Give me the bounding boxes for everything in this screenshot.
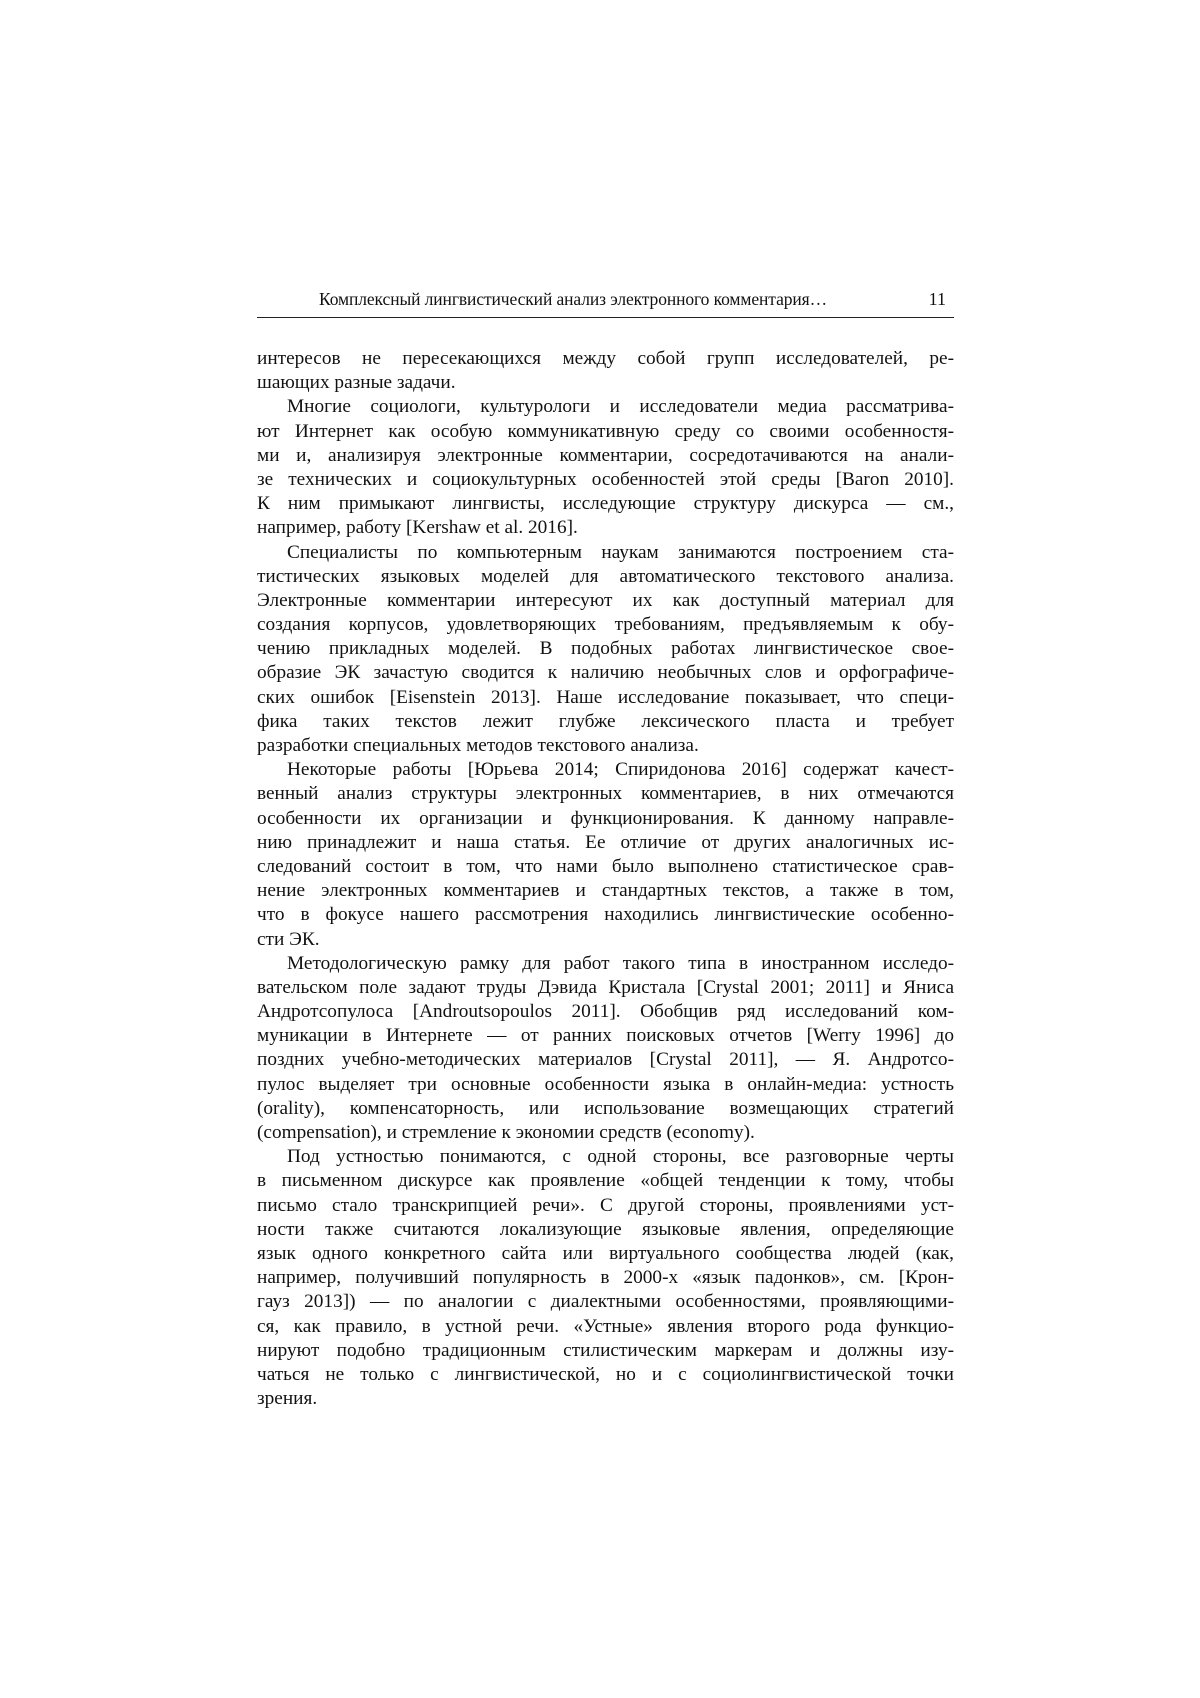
text-line: в письменном дискурсе как проявление «общей тенденции к тому, чтобы [257, 1170, 954, 1192]
text-line: следований состоит в том, что нами было выполнено статистическое срав- [257, 855, 954, 877]
text-line: зе технических и социокультурных особенностей этой среды [Baron 2010]. [257, 468, 954, 490]
text-line: муникации в Интернете — от ранних поисковых отчетов [Werry 1996] до [257, 1025, 954, 1047]
body-text [257, 347, 954, 1411]
text-line: венный анализ структуры электронных комментариев, в них отмечаются [257, 783, 954, 805]
text-line: (compensation), и стремление к экономии средств (economy). [257, 1122, 755, 1143]
text-line: образие ЭК зачастую сводится к наличию необычных слов и орфографиче- [257, 662, 954, 684]
text-line: сти ЭК. [257, 928, 320, 950]
text-line: ся, как правило, в устной речи. «Устные» явления второго рода функцио- [257, 1315, 954, 1337]
text-line: гауз 2013]) — по аналогии с диалектными особенностями, проявляющими- [257, 1291, 954, 1313]
text-line: тистических языковых моделей для автоматического текстового анализа. [257, 565, 954, 587]
text-line: вательском поле задают труды Дэвида Кристала [Crystal 2001; 2011] и Яниса [257, 976, 954, 998]
text-line: зрения. [257, 1388, 318, 1410]
text-line: разработки специальных методов текстового анализа. [257, 735, 699, 756]
text-line: язык одного конкретного сайта или виртуального сообщества людей (как, [257, 1242, 954, 1264]
text-line: нию принадлежит и наша статья. Ее отличие от других аналогичных ис- [257, 831, 954, 853]
text-line: особенности их организации и функционирования. К данному направле- [257, 807, 954, 829]
text-line: ют Интернет как особую коммуникативную среду со своими особенностя- [257, 420, 954, 442]
text-line: фика таких текстов лежит глубже лексического пласта и требует [257, 710, 954, 732]
text-line: интересов не пересекающихся между собой групп исследователей, ре- [257, 348, 954, 369]
text-line: Специалисты по компьютерным наукам занимаются построением ста- [287, 541, 954, 563]
text-line: Электронные комментарии интересуют их как доступный материал для [257, 589, 954, 611]
text-line: ских ошибок [Eisenstein 2013]. Наше исследование показывает, что специ- [257, 686, 954, 708]
text-line: Многие социологи, культурологи и исследователи медиа рассматрива- [287, 396, 954, 418]
text-line: (orality), компенсаторность, или использование возмещающих стратегий [257, 1097, 954, 1119]
text-line: Под устностью понимаются, с одной стороны, все разговорные черты [287, 1146, 954, 1168]
text-line: пулос выделяет три основные особенности языка в онлайн-медиа: устность [257, 1073, 954, 1095]
page-number: 11 [928, 289, 946, 309]
running-title: Комплексный лингвистический анализ электронного комментария… [319, 289, 828, 309]
text-line: Некоторые работы [Юрьева 2014; Спиридонова 2016] содержат качест- [287, 759, 954, 781]
text-line: Андротсопулоса [Androutsopoulos 2011]. Обобщив ряд исследований ком- [257, 1001, 954, 1023]
text-line: ности также считаются локализующие языковые явления, определяющие [257, 1218, 954, 1240]
text-line: создания корпусов, удовлетворяющих требованиям, предъявляемым к обу- [257, 614, 954, 636]
text-line: чению прикладных моделей. В подобных работах лингвистическое свое- [257, 638, 954, 660]
text-line: чаться не только с лингвистической, но и с социолингвистической точки [257, 1363, 954, 1385]
text-line: что в фокусе нашего рассмотрения находились лингвистические особенно- [257, 904, 954, 926]
text-line: К ним примыкают лингвисты, исследующие структуру дискурса — см., [257, 493, 954, 515]
text-line: поздних учебно-методических материалов [Crystal 2011], — Я. Андротсо- [257, 1049, 954, 1071]
text-line: шающих разные задачи. [257, 372, 456, 394]
text-line: нируют подобно традиционным стилистическим маркерам и должны изу- [257, 1339, 954, 1361]
text-line: например, получивший популярность в 2000-х «язык падонков», см. [Крон- [257, 1267, 954, 1289]
text-line: нение электронных комментариев и стандартных текстов, а также в том, [257, 880, 954, 902]
text-line: например, работу [Kershaw et al. 2016]. [257, 517, 578, 539]
text-line: ми и, анализируя электронные комментарии, сосредотачиваются на анали- [257, 444, 954, 466]
text-line: Методологическую рамку для работ такого типа в иностранном исследо- [287, 952, 954, 974]
running-header [257, 284, 954, 318]
text-line: письмо стало транскрипцией речи». С другой стороны, проявлениями уст- [257, 1194, 954, 1216]
